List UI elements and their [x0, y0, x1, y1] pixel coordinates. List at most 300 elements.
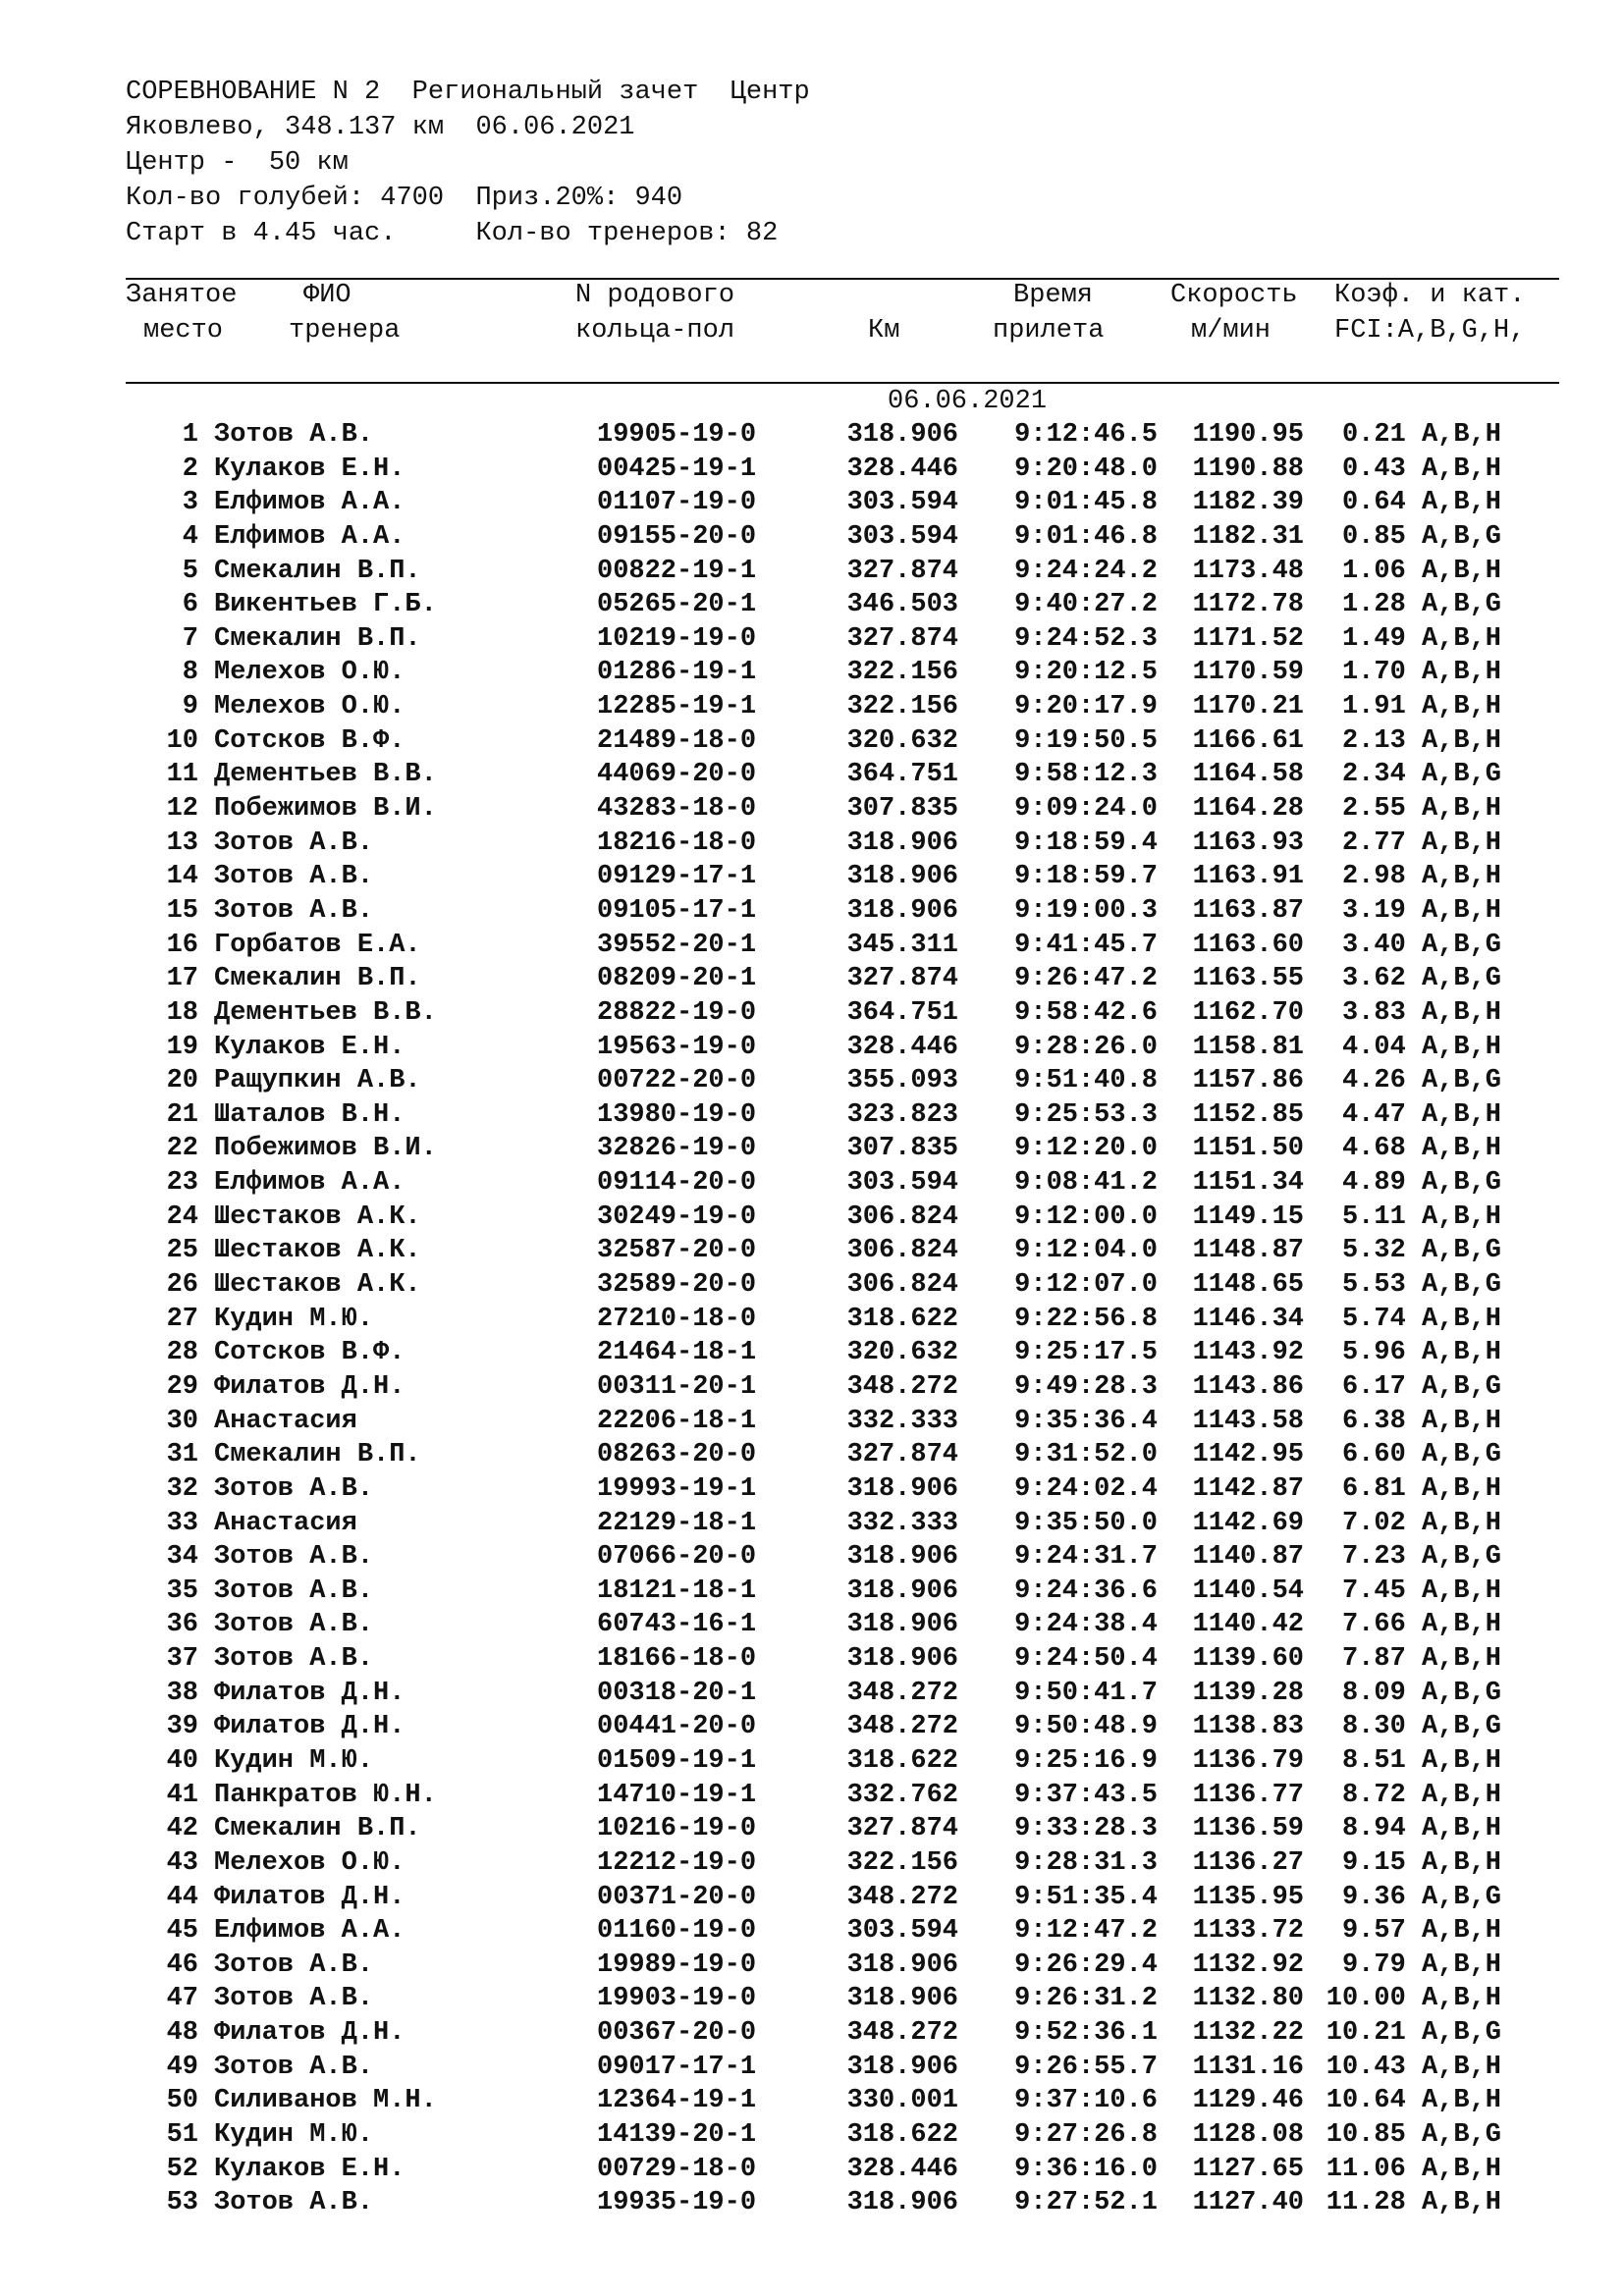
- row-ring-number: 60743-16-1: [597, 1610, 757, 1640]
- row-trainer-name: Елфимов А.А.: [214, 1916, 406, 1947]
- row-distance: 303.594: [846, 1168, 958, 1199]
- row-arrival-time: 9:58:42.6: [1014, 997, 1158, 1028]
- table-row: [0, 929, 1623, 963]
- row-distance: 303.594: [846, 488, 958, 518]
- row-ring-number: 12212-19-0: [597, 1847, 757, 1878]
- row-distance: 345.311: [846, 930, 958, 960]
- row-place: 3: [182, 488, 198, 518]
- row-distance: 318.622: [846, 1745, 958, 1776]
- table-header-rule: [126, 382, 1559, 384]
- row-place: 37: [166, 1644, 198, 1675]
- col-coef-header: Коэф. и кат.: [1334, 281, 1526, 310]
- row-speed: 1182.31: [1192, 521, 1304, 552]
- row-trainer-name: Зотов А.В.: [214, 420, 374, 450]
- row-distance: 327.874: [846, 1440, 958, 1470]
- row-place: 34: [166, 1542, 198, 1573]
- row-distance: 346.503: [846, 590, 958, 620]
- row-place: 19: [166, 1032, 198, 1062]
- row-trainer-name: Шестаков А.К.: [214, 1201, 421, 1232]
- row-ring-number: 01107-19-0: [597, 488, 757, 518]
- row-ring-number: 32587-20-0: [597, 1236, 757, 1266]
- row-coefficient: 5.74 A,B,H: [1341, 1304, 1501, 1334]
- row-coefficient: 8.51 A,B,H: [1341, 1745, 1501, 1776]
- table-row: [0, 1472, 1623, 1507]
- table-row: [0, 555, 1623, 589]
- row-arrival-time: 9:33:28.3: [1014, 1814, 1158, 1844]
- row-arrival-time: 9:28:26.0: [1014, 1032, 1158, 1062]
- row-ring-number: 00318-20-1: [597, 1678, 757, 1708]
- table-row: [0, 894, 1623, 929]
- row-place: 16: [166, 930, 198, 960]
- row-distance: 348.272: [846, 1712, 958, 1742]
- row-speed: 1143.92: [1192, 1338, 1304, 1368]
- row-trainer-name: Елфимов А.А.: [214, 521, 406, 552]
- row-arrival-time: 9:36:16.0: [1014, 2154, 1158, 2184]
- row-ring-number: 30249-19-0: [597, 1201, 757, 1232]
- row-speed: 1170.21: [1192, 692, 1304, 722]
- row-speed: 1158.81: [1192, 1032, 1304, 1062]
- table-row: [0, 1201, 1623, 1235]
- row-trainer-name: Зотов А.В.: [214, 1610, 374, 1640]
- row-place: 39: [166, 1712, 198, 1742]
- row-trainer-name: Зотов А.В.: [214, 1473, 374, 1504]
- row-place: 53: [166, 2188, 198, 2218]
- row-ring-number: 32589-20-0: [597, 1270, 757, 1301]
- row-arrival-time: 9:24:36.6: [1014, 1575, 1158, 1606]
- row-coefficient: 3.83 A,B,H: [1341, 997, 1501, 1028]
- table-row: [0, 1914, 1623, 1949]
- row-speed: 1129.46: [1192, 2086, 1304, 2116]
- row-arrival-time: 9:19:50.5: [1014, 725, 1158, 756]
- row-ring-number: 08263-20-0: [597, 1440, 757, 1470]
- row-ring-number: 09155-20-0: [597, 521, 757, 552]
- row-coefficient: 10.00 A,B,H: [1325, 1984, 1501, 2014]
- row-ring-number: 13980-19-0: [597, 1099, 757, 1130]
- row-speed: 1139.60: [1192, 1644, 1304, 1675]
- row-place: 17: [166, 964, 198, 994]
- row-coefficient: 0.85 A,B,G: [1341, 521, 1501, 552]
- row-trainer-name: Мелехов О.Ю.: [214, 692, 406, 722]
- row-ring-number: 18166-18-0: [597, 1644, 757, 1675]
- row-coefficient: 5.53 A,B,G: [1341, 1270, 1501, 1301]
- row-arrival-time: 9:37:10.6: [1014, 2086, 1158, 2116]
- row-coefficient: 9.57 A,B,H: [1341, 1916, 1501, 1947]
- table-row: [0, 758, 1623, 792]
- row-coefficient: 8.09 A,B,G: [1341, 1678, 1501, 1708]
- row-speed: 1148.65: [1192, 1270, 1304, 1301]
- table-row: [0, 622, 1623, 657]
- row-speed: 1163.87: [1192, 895, 1304, 926]
- row-ring-number: 00441-20-0: [597, 1712, 757, 1742]
- col-km-header: Км: [868, 316, 900, 346]
- row-distance: 322.156: [846, 1847, 958, 1878]
- row-coefficient: 2.55 A,B,H: [1341, 794, 1501, 825]
- row-coefficient: 4.89 A,B,G: [1341, 1168, 1501, 1199]
- table-row: [0, 827, 1623, 861]
- row-distance: 355.093: [846, 1066, 958, 1096]
- row-ring-number: 27210-18-0: [597, 1304, 757, 1334]
- table-row: [0, 1812, 1623, 1846]
- row-speed: 1148.87: [1192, 1236, 1304, 1266]
- row-distance: 318.906: [846, 862, 958, 892]
- row-speed: 1163.91: [1192, 862, 1304, 892]
- table-row: [0, 1303, 1623, 1337]
- row-arrival-time: 9:20:12.5: [1014, 658, 1158, 688]
- table-row: [0, 1608, 1623, 1642]
- row-ring-number: 09114-20-0: [597, 1168, 757, 1199]
- row-ring-number: 09017-17-1: [597, 2052, 757, 2082]
- row-coefficient: 1.49 A,B,H: [1341, 623, 1501, 654]
- col-name-header: ФИО: [303, 281, 352, 310]
- row-speed: 1162.70: [1192, 997, 1304, 1028]
- row-distance: 348.272: [846, 1678, 958, 1708]
- row-trainer-name: Филатов Д.Н.: [214, 1882, 406, 1912]
- row-trainer-name: Зотов А.В.: [214, 1542, 374, 1573]
- row-distance: 364.751: [846, 997, 958, 1028]
- row-arrival-time: 9:19:00.3: [1014, 895, 1158, 926]
- row-distance: 318.906: [846, 2052, 958, 2082]
- row-ring-number: 00722-20-0: [597, 1066, 757, 1096]
- row-distance: 332.333: [846, 1508, 958, 1538]
- row-distance: 306.824: [846, 1270, 958, 1301]
- row-speed: 1190.95: [1192, 420, 1304, 450]
- row-speed: 1190.88: [1192, 454, 1304, 484]
- row-trainer-name: Зотов А.В.: [214, 2052, 374, 2082]
- row-speed: 1171.52: [1192, 623, 1304, 654]
- table-row: [0, 1642, 1623, 1677]
- table-row: [0, 1132, 1623, 1166]
- row-coefficient: 6.17 A,B,G: [1341, 1371, 1501, 1402]
- row-speed: 1136.59: [1192, 1814, 1304, 1844]
- row-place: 8: [182, 658, 198, 688]
- row-trainer-name: Шестаков А.К.: [214, 1270, 421, 1301]
- row-distance: 327.874: [846, 1814, 958, 1844]
- table-row: [0, 2118, 1623, 2153]
- row-arrival-time: 9:12:00.0: [1014, 1201, 1158, 1232]
- row-place: 4: [182, 521, 198, 552]
- row-speed: 1149.15: [1192, 1201, 1304, 1232]
- competition-title: СОРЕВНОВАНИЕ N 2 Региональный зачет Центр: [126, 78, 810, 107]
- row-arrival-time: 9:12:07.0: [1014, 1270, 1158, 1301]
- row-speed: 1152.85: [1192, 1099, 1304, 1130]
- table-row: [0, 2084, 1623, 2118]
- row-coefficient: 9.15 A,B,H: [1341, 1847, 1501, 1878]
- row-speed: 1163.55: [1192, 964, 1304, 994]
- table-row: [0, 2051, 1623, 2085]
- table-row: [0, 1234, 1623, 1268]
- row-place: 51: [166, 2120, 198, 2151]
- row-coefficient: 0.64 A,B,H: [1341, 488, 1501, 518]
- col-name-header-2: тренера: [289, 316, 401, 346]
- row-distance: 348.272: [846, 1371, 958, 1402]
- row-distance: 318.906: [846, 2188, 958, 2218]
- center-radius: Центр - 50 км: [126, 148, 349, 178]
- row-distance: 318.622: [846, 1304, 958, 1334]
- row-trainer-name: Елфимов А.А.: [214, 488, 406, 518]
- row-trainer-name: Зотов А.В.: [214, 862, 374, 892]
- row-speed: 1151.50: [1192, 1134, 1304, 1164]
- row-coefficient: 10.85 A,B,G: [1325, 2120, 1501, 2151]
- row-distance: 318.906: [846, 1473, 958, 1504]
- row-place: 7: [182, 623, 198, 654]
- row-ring-number: 01160-19-0: [597, 1916, 757, 1947]
- row-arrival-time: 9:09:24.0: [1014, 794, 1158, 825]
- row-trainer-name: Филатов Д.Н.: [214, 2018, 406, 2049]
- row-trainer-name: Кулаков Е.Н.: [214, 1032, 406, 1062]
- row-place: 26: [166, 1270, 198, 1301]
- col-speed-header: Скорость: [1170, 281, 1298, 310]
- row-speed: 1146.34: [1192, 1304, 1304, 1334]
- row-coefficient: 7.66 A,B,H: [1341, 1610, 1501, 1640]
- row-arrival-time: 9:20:48.0: [1014, 454, 1158, 484]
- row-distance: 327.874: [846, 964, 958, 994]
- row-arrival-time: 9:51:40.8: [1014, 1066, 1158, 1096]
- row-ring-number: 32826-19-0: [597, 1134, 757, 1164]
- row-distance: 318.906: [846, 1575, 958, 1606]
- table-row: [0, 1166, 1623, 1201]
- row-arrival-time: 9:27:26.8: [1014, 2120, 1158, 2151]
- row-ring-number: 44069-20-0: [597, 760, 757, 790]
- release-point: Яковлево, 348.137 км 06.06.2021: [126, 113, 635, 142]
- row-distance: 332.333: [846, 1406, 958, 1436]
- row-speed: 1173.48: [1192, 556, 1304, 586]
- row-arrival-time: 9:58:12.3: [1014, 760, 1158, 790]
- row-distance: 348.272: [846, 1882, 958, 1912]
- row-speed: 1142.69: [1192, 1508, 1304, 1538]
- row-trainer-name: Смекалин В.П.: [214, 1440, 421, 1470]
- row-speed: 1143.86: [1192, 1371, 1304, 1402]
- row-coefficient: 6.81 A,B,H: [1341, 1473, 1501, 1504]
- row-distance: 322.156: [846, 658, 958, 688]
- row-trainer-name: Анастасия: [214, 1406, 357, 1436]
- row-speed: 1138.83: [1192, 1712, 1304, 1742]
- row-arrival-time: 9:01:46.8: [1014, 521, 1158, 552]
- table-row: [0, 2016, 1623, 2051]
- row-place: 30: [166, 1406, 198, 1436]
- row-place: 44: [166, 1882, 198, 1912]
- row-coefficient: 8.94 A,B,H: [1341, 1814, 1501, 1844]
- row-arrival-time: 9:24:24.2: [1014, 556, 1158, 586]
- row-speed: 1136.79: [1192, 1745, 1304, 1776]
- row-trainer-name: Мелехов О.Ю.: [214, 1847, 406, 1878]
- row-trainer-name: Силиванов М.Н.: [214, 2086, 437, 2116]
- row-coefficient: 9.79 A,B,H: [1341, 1949, 1501, 1980]
- row-trainer-name: Зотов А.В.: [214, 1644, 374, 1675]
- row-arrival-time: 9:25:53.3: [1014, 1099, 1158, 1130]
- row-trainer-name: Кудин М.Ю.: [214, 2120, 374, 2151]
- row-coefficient: 7.23 A,B,G: [1341, 1542, 1501, 1573]
- row-place: 28: [166, 1338, 198, 1368]
- start-info: Старт в 4.45 час. Кол-во тренеров: 82: [126, 219, 779, 248]
- row-arrival-time: 9:31:52.0: [1014, 1440, 1158, 1470]
- row-place: 5: [182, 556, 198, 586]
- table-row: [0, 1268, 1623, 1303]
- row-coefficient: 7.45 A,B,H: [1341, 1575, 1501, 1606]
- row-trainer-name: Зотов А.В.: [214, 895, 374, 926]
- row-distance: 318.906: [846, 1644, 958, 1675]
- table-row: [0, 1336, 1623, 1370]
- table-row: [0, 1949, 1623, 1983]
- row-arrival-time: 9:35:36.4: [1014, 1406, 1158, 1436]
- row-speed: 1163.60: [1192, 930, 1304, 960]
- table-row: [0, 996, 1623, 1031]
- row-coefficient: 6.60 A,B,G: [1341, 1440, 1501, 1470]
- row-speed: 1132.22: [1192, 2018, 1304, 2049]
- col-ring-header: N родового: [575, 281, 735, 310]
- row-coefficient: 1.06 A,B,H: [1341, 556, 1501, 586]
- row-speed: 1131.16: [1192, 2052, 1304, 2082]
- row-distance: 303.594: [846, 521, 958, 552]
- row-ring-number: 00822-19-1: [597, 556, 757, 586]
- row-ring-number: 09105-17-1: [597, 895, 757, 926]
- row-trainer-name: Шестаков А.К.: [214, 1236, 421, 1266]
- row-arrival-time: 9:24:52.3: [1014, 623, 1158, 654]
- pigeon-count: Кол-во голубей: 4700 Приз.20%: 940: [126, 184, 683, 213]
- row-coefficient: 4.47 A,B,H: [1341, 1099, 1501, 1130]
- row-ring-number: 12364-19-1: [597, 2086, 757, 2116]
- row-trainer-name: Викентьев Г.Б.: [214, 590, 437, 620]
- row-place: 22: [166, 1134, 198, 1164]
- row-distance: 306.824: [846, 1201, 958, 1232]
- row-trainer-name: Панкратов Ю.Н.: [214, 1780, 437, 1810]
- row-coefficient: 11.06 A,B,H: [1325, 2154, 1501, 2184]
- col-time-header: Время: [1013, 281, 1094, 310]
- row-ring-number: 21464-18-1: [597, 1338, 757, 1368]
- row-speed: 1143.58: [1192, 1406, 1304, 1436]
- row-trainer-name: Кудин М.Ю.: [214, 1745, 374, 1776]
- row-ring-number: 22206-18-1: [597, 1406, 757, 1436]
- row-trainer-name: Зотов А.В.: [214, 1575, 374, 1606]
- row-arrival-time: 9:40:27.2: [1014, 590, 1158, 620]
- row-coefficient: 10.21 A,B,G: [1325, 2018, 1501, 2049]
- row-ring-number: 10216-19-0: [597, 1814, 757, 1844]
- row-ring-number: 28822-19-0: [597, 997, 757, 1028]
- table-row: [0, 1710, 1623, 1744]
- row-trainer-name: Смекалин В.П.: [214, 1814, 421, 1844]
- row-coefficient: 5.11 A,B,H: [1341, 1201, 1501, 1232]
- row-place: 43: [166, 1847, 198, 1878]
- row-trainer-name: Зотов А.В.: [214, 2188, 374, 2218]
- row-arrival-time: 9:18:59.7: [1014, 862, 1158, 892]
- row-ring-number: 12285-19-1: [597, 692, 757, 722]
- row-trainer-name: Смекалин В.П.: [214, 623, 421, 654]
- row-distance: 348.272: [846, 2018, 958, 2049]
- row-coefficient: 10.43 A,B,H: [1325, 2052, 1501, 2082]
- row-place: 24: [166, 1201, 198, 1232]
- row-speed: 1170.59: [1192, 658, 1304, 688]
- row-coefficient: 8.72 A,B,H: [1341, 1780, 1501, 1810]
- row-arrival-time: 9:52:36.1: [1014, 2018, 1158, 2049]
- row-speed: 1133.72: [1192, 1916, 1304, 1947]
- table-row: [0, 1575, 1623, 1609]
- table-row: [0, 1438, 1623, 1472]
- row-arrival-time: 9:24:02.4: [1014, 1473, 1158, 1504]
- row-place: 11: [166, 760, 198, 790]
- row-arrival-time: 9:18:59.4: [1014, 828, 1158, 858]
- row-arrival-time: 9:24:50.4: [1014, 1644, 1158, 1675]
- row-speed: 1127.65: [1192, 2154, 1304, 2184]
- table-row: [0, 1982, 1623, 2016]
- table-row: [0, 453, 1623, 487]
- row-arrival-time: 9:24:38.4: [1014, 1610, 1158, 1640]
- table-row: [0, 588, 1623, 622]
- row-trainer-name: Филатов Д.Н.: [214, 1678, 406, 1708]
- row-ring-number: 18216-18-0: [597, 828, 757, 858]
- row-trainer-name: Дементьев В.В.: [214, 760, 437, 790]
- row-distance: 322.156: [846, 692, 958, 722]
- table-row: [0, 1881, 1623, 1915]
- row-distance: 318.906: [846, 1542, 958, 1573]
- row-speed: 1166.61: [1192, 725, 1304, 756]
- row-trainer-name: Смекалин В.П.: [214, 964, 421, 994]
- row-trainer-name: Сотсков В.Ф.: [214, 1338, 406, 1368]
- table-row: [0, 860, 1623, 894]
- row-coefficient: 1.70 A,B,H: [1341, 658, 1501, 688]
- row-trainer-name: Побежимов В.И.: [214, 1134, 437, 1164]
- row-place: 38: [166, 1678, 198, 1708]
- row-place: 46: [166, 1949, 198, 1980]
- row-arrival-time: 9:25:16.9: [1014, 1745, 1158, 1776]
- row-arrival-time: 9:27:52.1: [1014, 2188, 1158, 2218]
- row-speed: 1136.27: [1192, 1847, 1304, 1878]
- table-row: [0, 2186, 1623, 2220]
- row-distance: 328.446: [846, 2154, 958, 2184]
- row-place: 14: [166, 862, 198, 892]
- row-coefficient: 0.21 A,B,H: [1341, 420, 1501, 450]
- row-ring-number: 10219-19-0: [597, 623, 757, 654]
- row-place: 36: [166, 1610, 198, 1640]
- row-distance: 318.906: [846, 895, 958, 926]
- row-coefficient: 2.13 A,B,H: [1341, 725, 1501, 756]
- row-distance: 318.906: [846, 1949, 958, 1980]
- row-trainer-name: Шаталов В.Н.: [214, 1099, 406, 1130]
- row-ring-number: 14710-19-1: [597, 1780, 757, 1810]
- row-distance: 318.906: [846, 420, 958, 450]
- row-trainer-name: Кудин М.Ю.: [214, 1304, 374, 1334]
- row-trainer-name: Кулаков Е.Н.: [214, 454, 406, 484]
- row-distance: 323.823: [846, 1099, 958, 1130]
- row-coefficient: 11.28 A,B,H: [1325, 2188, 1501, 2218]
- row-ring-number: 21489-18-0: [597, 725, 757, 756]
- table-row: [0, 1064, 1623, 1098]
- row-arrival-time: 9:12:47.2: [1014, 1916, 1158, 1947]
- row-ring-number: 00311-20-1: [597, 1371, 757, 1402]
- row-trainer-name: Горбатов Е.А.: [214, 930, 421, 960]
- row-distance: 327.874: [846, 623, 958, 654]
- row-speed: 1157.86: [1192, 1066, 1304, 1096]
- row-trainer-name: Дементьев В.В.: [214, 997, 437, 1028]
- row-place: 21: [166, 1099, 198, 1130]
- table-row: [0, 962, 1623, 996]
- row-trainer-name: Зотов А.В.: [214, 1949, 374, 1980]
- col-place-header: Занятое: [126, 281, 238, 310]
- table-row: [0, 486, 1623, 520]
- table-row: [0, 1405, 1623, 1439]
- row-speed: 1128.08: [1192, 2120, 1304, 2151]
- row-ring-number: 19563-19-0: [597, 1032, 757, 1062]
- row-ring-number: 08209-20-1: [597, 964, 757, 994]
- row-speed: 1142.95: [1192, 1440, 1304, 1470]
- table-row: [0, 1540, 1623, 1575]
- row-arrival-time: 9:25:17.5: [1014, 1338, 1158, 1368]
- row-distance: 328.446: [846, 454, 958, 484]
- row-arrival-time: 9:50:48.9: [1014, 1712, 1158, 1742]
- row-coefficient: 1.91 A,B,H: [1341, 692, 1501, 722]
- row-coefficient: 6.38 A,B,H: [1341, 1406, 1501, 1436]
- row-place: 23: [166, 1168, 198, 1199]
- row-coefficient: 4.04 A,B,H: [1341, 1032, 1501, 1062]
- row-arrival-time: 9:12:20.0: [1014, 1134, 1158, 1164]
